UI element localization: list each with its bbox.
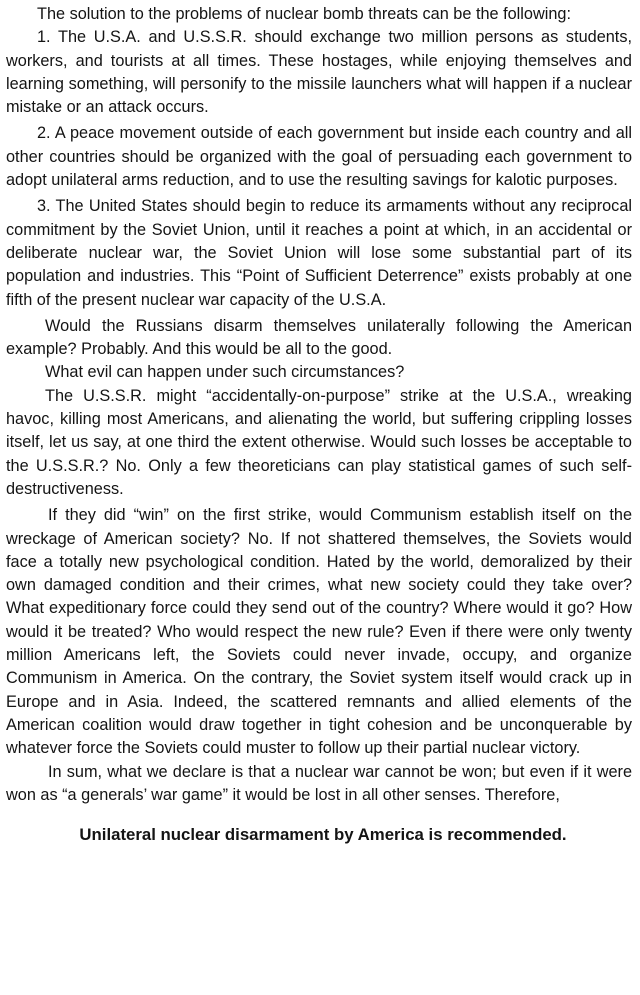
point-1-paragraph: 1. The U.S.A. and U.S.S.R. should exchange two million persons as students, workers, and tourists at all times. These hostages, while enjoying themselves and learning something, will personify to the missile launchers what will happen if a nuclear mistake or an attack occurs. — [6, 28, 632, 117]
win-scenario-paragraph: If they did “win” on the first strike, would Communism establish itself on the wreckage of American society? No. If not shattered themselves, the Soviets would face a totally new psychological condition. Hated by the world, demoralized by their own damaged condition and their crimes, what new society could they take over? What expeditionary force could they send out of the country? Where would it go? How would it be treated? Who would respect the new rule? Even if there were only twenty million Americans left, the Soviets could never invade, occupy, and organize Communism in America. On the contrary, the Soviet system itself would crack up in Europe and in Asia. Indeed, the scattered remnants and allied elements of the American coalition would draw together in tight cohesion and be unconquerable by whatever force the Soviets could muster to follow up their partial nuclear victory. — [6, 506, 632, 758]
intro-paragraph: The solution to the problems of nuclear bomb threats can be the following: — [37, 5, 571, 23]
strike-scenario-paragraph: The U.S.S.R. might “accidentally-on-purpose” strike at the U.S.A., wreaking havoc, killing most Americans, and alienating the world, but suffering crippling losses itself, let us say, at one third the extent otherwise. Would such losses be acceptable to the U.S.S.R.? No. Only a few theoreticians can play statistical games of such self-destructiveness. — [6, 386, 632, 498]
conclusion-heading: Unilateral nuclear disarmament by America is recommended. — [79, 825, 567, 845]
point-3-paragraph: 3. The United States should begin to reduce its armaments without any reciprocal commitment by the Soviet Union, until it reaches a point at which, in an accidental or deliberate nuclear war, the Soviet Union will lose some substantial part of its population and industries. This “Point of Sufficient Deterrence” exists probably at one fifth of the present nuclear war capacity of the U.S.A. — [6, 197, 632, 309]
summary-paragraph: In sum, what we declare is that a nuclear war cannot be won; but even if it were won as “a generals’ war game” it would be lost in all other senses. Therefore, — [6, 762, 632, 804]
russian-disarm-paragraph: Would the Russians disarm themselves unilaterally following the American example? Probably. And this would be all to the good. — [6, 316, 632, 359]
point-2-paragraph: 2. A peace movement outside of each government but inside each country and all other countries should be organized with the goal of persuading each government to adopt unilateral arms reduction, and to use the resulting savings for kalotic purposes. — [6, 124, 632, 190]
evil-question-paragraph: What evil can happen under such circumstances? — [45, 363, 405, 382]
